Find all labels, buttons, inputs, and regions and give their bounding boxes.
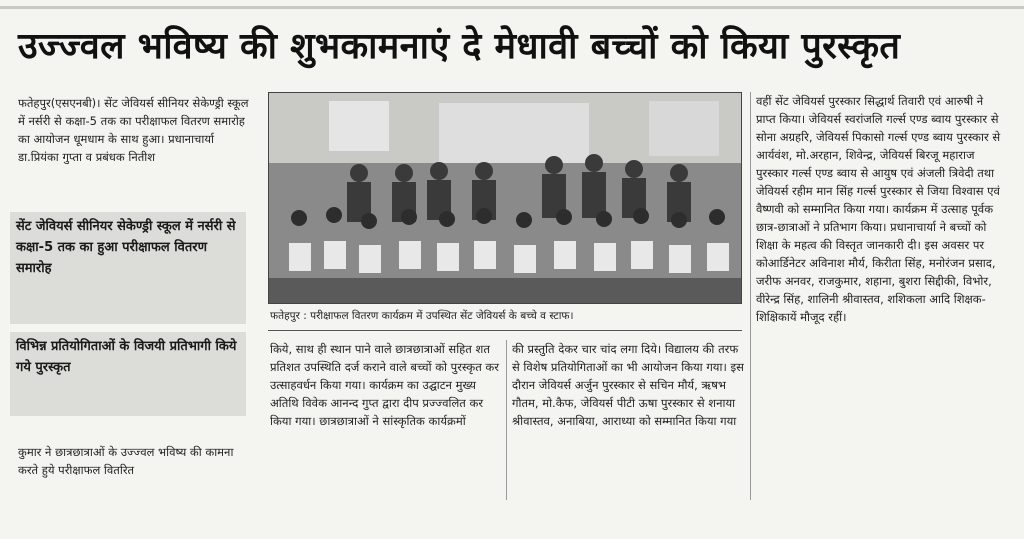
column-3-text — [512, 340, 744, 500]
highlight-box-2: विभिन्न प्रतियोगिताओं के विजयी प्रतिभागी किये गये पुरस्कृत — [10, 332, 246, 416]
column-4-paragraph: वहीं सेंट जेवियर्स पुरस्कार सिद्धार्थ तिवारी एवं आरुषी ने प्राप्त किया। जेवियर्स स्वरांजलि गर्ल्स एण्ड ब्वाय पुरस्कार से सोना अग्रहरि, जेवियर्स पिकासो गर्ल्स एण्ड ब्वाय पुरस्कार से आर्यवंश, मो.अरहान, शिवेन्द्र, जेवियर्स बिरजू महाराज पुरस्कार गर्ल्स एण्ड ब्वाय से आयुष एवं अंजली त्रिवेदी तथा जेवियर्स रहीम मान सिंह गर्ल्स पुरस्कार से जिया विश्वास एवं वैष्णवी को सम्मानित किया गया। कार्यक्रम में उत्साह पूर्वक छात्र-छात्राओं ने प्रतिभाग किया। प्रधानाचार्या ने बच्चों को शिक्षा के महत्व की विस्तृत जानकारी दी। इस अवसर पर कोआर्डिनेटर अविनाश मौर्य, किरीता सिंह, मनोरंजन प्रसाद, जरीफ अनवर, राजकुमार, शहाना, बुशरा सिद्दीकी, विभोर, वीरेन्द्र सिंह, शालिनी श्रीवास्तव, शशिकला आदि शिक्षक-शिक्षिकायें मौजूद रहीं। — [756, 94, 1001, 324]
photo-caption: फतेहपुर : परीक्षाफल वितरण कार्यक्रम में उपस्थित सेंट जेवियर्स के बच्चे व स्टाफ। — [270, 310, 574, 322]
top-rule — [0, 6, 1024, 9]
event-photo — [268, 92, 742, 304]
photo-illustration — [269, 93, 741, 303]
column-divider — [750, 92, 751, 500]
column-1-top-paragraph: फतेहपुर(एसएनबी)। सेंट जेवियर्स सीनियर सेकेण्ड्री स्कूल में नर्सरी से कक्षा-5 तक का परीक्षाफल वितरण समारोह का आयोजन धूमधाम के साथ हुआ। प्रधानाचार्या डा.प्रियंका गुप्ता व प्रबंधक नितीश — [18, 96, 249, 164]
column-2-text — [270, 340, 502, 500]
column-divider — [506, 340, 507, 500]
column-1-bottom-paragraph: कुमार ने छात्रछात्राओं के उज्ज्वल भविष्य की कामना करते हुये परीक्षाफल वितरित — [18, 445, 234, 477]
highlight-box-group — [10, 212, 246, 414]
highlight-box-1: सेंट जेवियर्स सीनियर सेकेण्ड्री स्कूल में नर्सरी से कक्षा-5 तक का हुआ परीक्षाफल वितरण समारोह — [10, 212, 246, 324]
article-headline: उज्ज्वल भविष्य की शुभकामनाएं दे मेधावी बच्चों को किया पुरस्कृत — [18, 26, 901, 67]
column-2-paragraph: किये, साथ ही स्थान पाने वाले छात्रछात्राओं सहित शत प्रतिशत उपस्थिति दर्ज कराने वाले बच्चों को पुरस्कृत कर उत्साहवर्धन किया गया। कार्यक्रम का उद्घाटन मुख्य अतिथि विवेक आनन्द गुप्त द्वारा दीप प्रज्ज्वलित कर किया गया। छात्रछात्राओं ने सांस्कृतिक कार्यक्रमों — [270, 342, 499, 428]
column-3-paragraph: की प्रस्तुति देकर चार चांद लगा दिये। विद्यालय की तरफ से विशेष प्रतियोगिताओं का भी आयोजन किया गया। इस दौरान जेवियर्स अर्जुन पुरस्कार से सचिन मौर्य, ऋषभ गौतम, मो.कैफ, जेवियर्स पीटी ऊषा पुरस्कार से शनाया श्रीवास्तव, अनाबिया, आराध्या को सम्मानित किया गया — [512, 342, 744, 428]
column-1-bottom-text — [18, 443, 250, 503]
column-4-text — [756, 92, 1006, 500]
caption-rule — [268, 330, 742, 331]
column-1-top-text — [18, 94, 250, 204]
